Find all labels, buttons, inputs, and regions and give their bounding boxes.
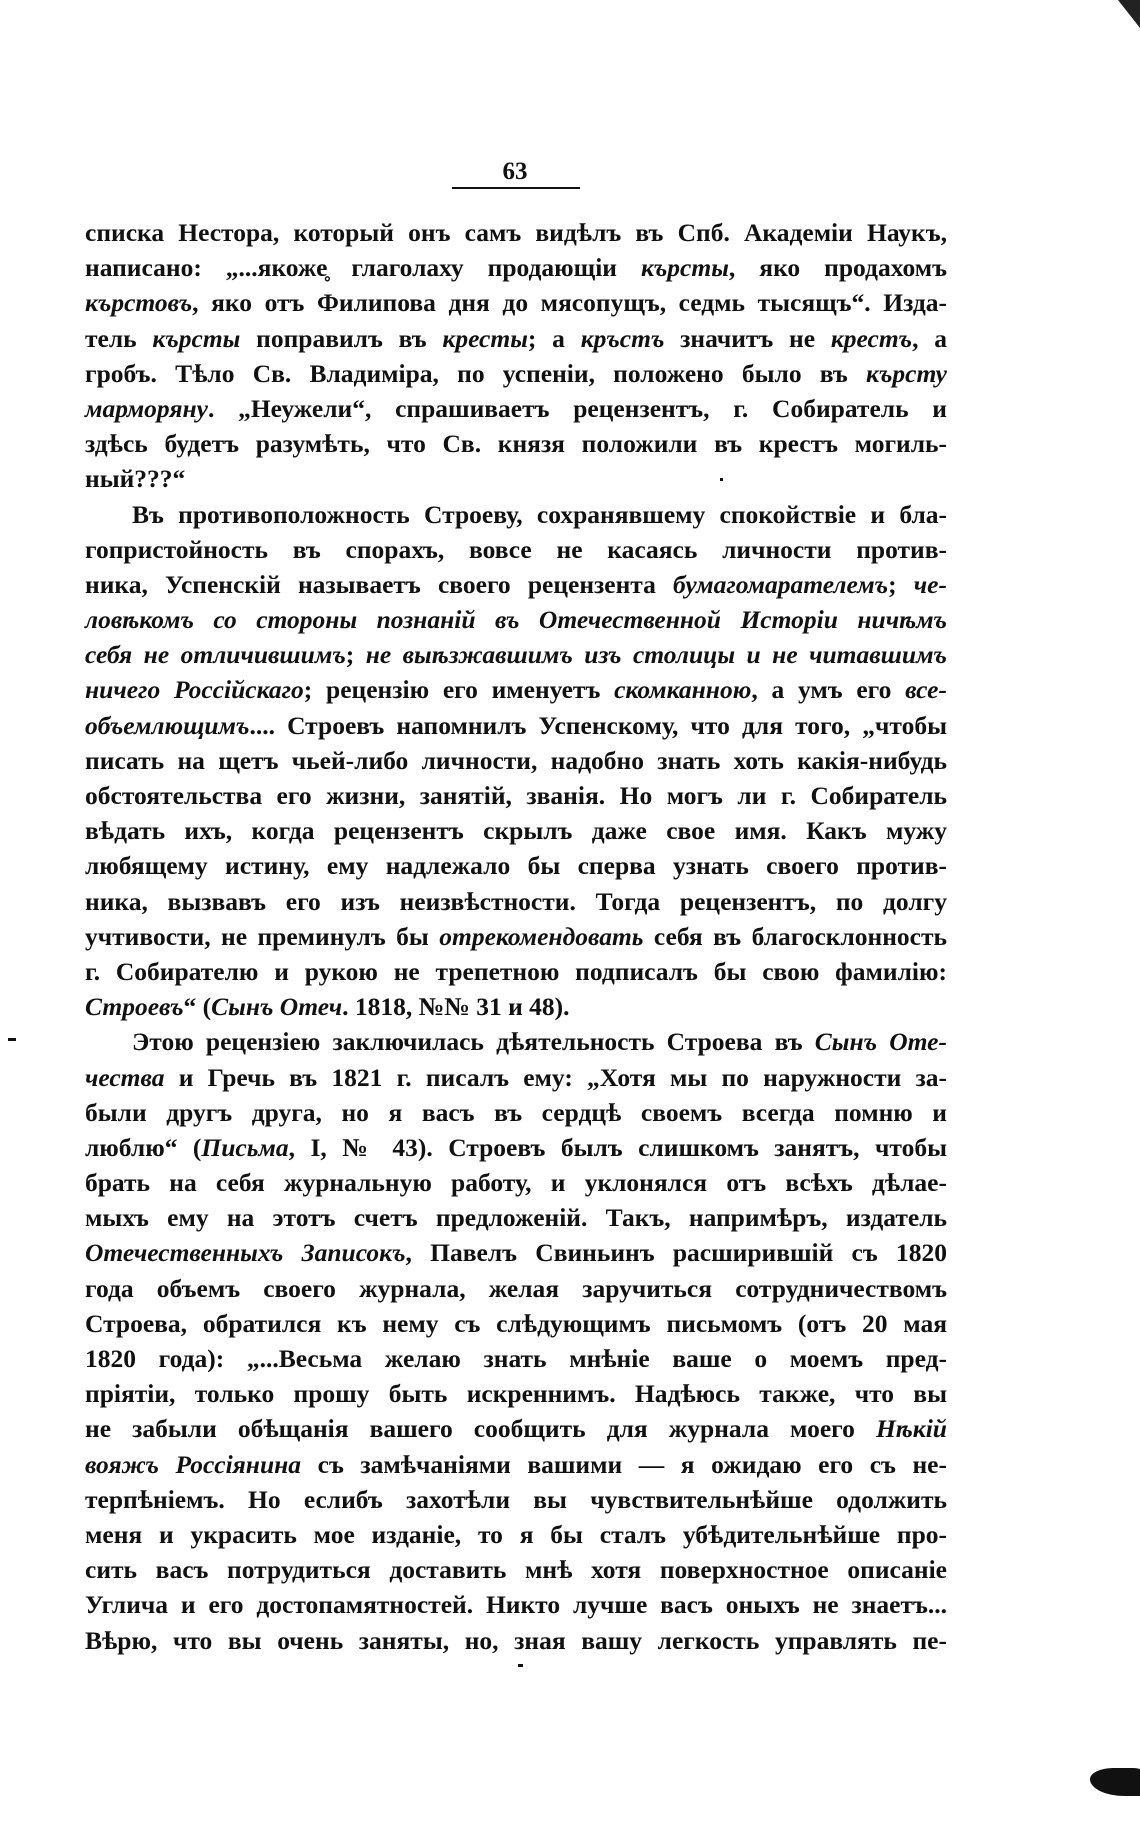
text-line: года объемъ своего журнала, желая заручиться сотрудничествомъ xyxy=(85,1273,947,1303)
text-line: сить васъ потрудиться доставить мнѣ хотя поверхностное описаніе xyxy=(85,1555,947,1585)
text-line: Отечественныхъ Записокъ, Павелъ Свиньинъ расширившій съ 1820 xyxy=(85,1238,947,1268)
text-line: гопристойность въ спорахъ, вовсе не касаясь личности против- xyxy=(85,534,947,564)
text-line: объемлющимъ.... Строевъ напомнилъ Успенскому, что для того, „чтобы xyxy=(85,710,947,740)
text-line: любящему истину, ему надлежало бы сперва узнать своего против- xyxy=(85,851,947,881)
text-line: Въ противоположность Строеву, сохранявшему спокойствіе и бла- xyxy=(132,499,947,529)
text-line: 1820 года): „...Весьма желаю знать мнѣніе ваше о моемъ пред- xyxy=(85,1344,947,1373)
text-line: ника, вызвавъ его изъ неизвѣстности. Тогда рецензентъ, по долгу xyxy=(85,886,947,916)
scan-smudge xyxy=(1090,1768,1140,1796)
text-line: пріятіи, только прошу быть искреннимъ. Надѣюсь также, что вы xyxy=(85,1379,947,1409)
text-line: списка Нестора, который онъ самъ видѣлъ въ Спб. Академіи Наукъ, xyxy=(85,218,947,247)
body-text xyxy=(85,215,947,1658)
scan-corner-mark xyxy=(1118,0,1140,28)
text-line: себя не отличившимъ; не выѣзжавшимъ изъ столицы и не читавшимъ xyxy=(85,640,947,670)
text-line: были другъ друга, но я васъ въ сердцѣ своемъ всегда помню и xyxy=(85,1097,947,1127)
page-number: 63 xyxy=(502,158,528,185)
text-line: вояжъ Россіянина съ замѣчаніями вашими — я ожидаю его съ не- xyxy=(85,1449,947,1479)
page-number-rule xyxy=(452,187,580,189)
text-line: люблю“ (Письма, I, № 43). Строевъ былъ слишкомъ занятъ, чтобы xyxy=(85,1132,947,1162)
text-line: Этою рецензіею заключилась дѣятельность Строева въ Сынъ Оте- xyxy=(132,1027,947,1057)
text-line: ловѣкомъ со стороны познаній въ Отечественной Исторіи ничѣмъ xyxy=(85,605,947,635)
speck-mark-bottom xyxy=(518,1664,523,1667)
text-line: Вѣрю, что вы очень заняты, но, зная вашу легкость управлять пе- xyxy=(85,1625,947,1655)
text-line: Строева, обратился къ нему съ слѣдующимъ письмомъ (отъ 20 мая xyxy=(85,1308,947,1338)
text-line: ный???“ xyxy=(85,464,186,494)
text-line: Углича и его достопамятностей. Никто лучше васъ оныхъ не знаетъ... xyxy=(85,1590,947,1620)
text-line: кърстовъ, яко отъ Филипова дня до мясопущъ, седмь тысящъ“. Изда- xyxy=(85,288,947,318)
text-line: учтивости, не преминулъ бы отрекомендовать себя въ благосклонность xyxy=(85,921,947,951)
text-line: гробъ. Тѣло Св. Владиміра, по успеніи, положено было въ кърсту xyxy=(85,358,947,388)
text-line: мыхъ ему на этотъ счетъ предложеній. Такъ, напримѣръ, издатель xyxy=(85,1203,947,1233)
text-line: тель кърсты поправилъ въ кресты; а кръстъ значитъ не крестъ, а xyxy=(85,323,947,353)
text-line: чества и Гречь въ 1821 г. писалъ ему: „Хотя мы по наружности за- xyxy=(85,1062,947,1092)
text-line: написано: „...якоже̥ глаголаху продающіи кърсты, яко продахомъ xyxy=(85,253,947,283)
text-line: не забыли обѣщанія вашего сообщить для журнала моего Нѣкій xyxy=(85,1414,947,1444)
text-line: Строевъ“ (Сынъ Отеч. 1818, №№ 31 и 48). xyxy=(85,992,570,1022)
text-line: ника, Успенскій называетъ своего рецензента бумагомарателемъ; че- xyxy=(85,569,947,599)
text-line: здѣсь будетъ разумѣть, что Св. князя положили въ крестъ могиль- xyxy=(85,429,947,459)
speck-mark xyxy=(720,478,723,481)
text-line: писать на щетъ чьей-либо личности, надобно знать хоть какія-нибудь xyxy=(85,745,947,775)
text-line: терпѣніемъ. Но еслибъ захотѣли вы чувствительнѣйше одолжить xyxy=(85,1484,947,1514)
text-line: обстоятельства его жизни, занятій, званія. Но могъ ли г. Собиратель xyxy=(85,781,947,810)
margin-mark-left xyxy=(8,1038,16,1041)
text-line: брать на себя журнальную работу, и уклонялся отъ всѣхъ дѣлае- xyxy=(85,1168,947,1198)
text-line: ничего Россійскаго; рецензію его именуетъ скомканною, а умъ его все- xyxy=(85,675,947,705)
text-line: меня и украсить мое изданіе, то я бы сталъ убѣдительнѣйше про- xyxy=(85,1519,947,1549)
text-line: марморяну. „Неужели“, спрашиваетъ рецензентъ, г. Собиратель и xyxy=(85,393,947,423)
text-line: г. Собирателю и рукою не трепетною подписалъ бы свою фамилію: xyxy=(85,956,947,986)
text-line: вѣдать ихъ, когда рецензентъ скрылъ даже свое имя. Какъ мужу xyxy=(85,816,947,846)
